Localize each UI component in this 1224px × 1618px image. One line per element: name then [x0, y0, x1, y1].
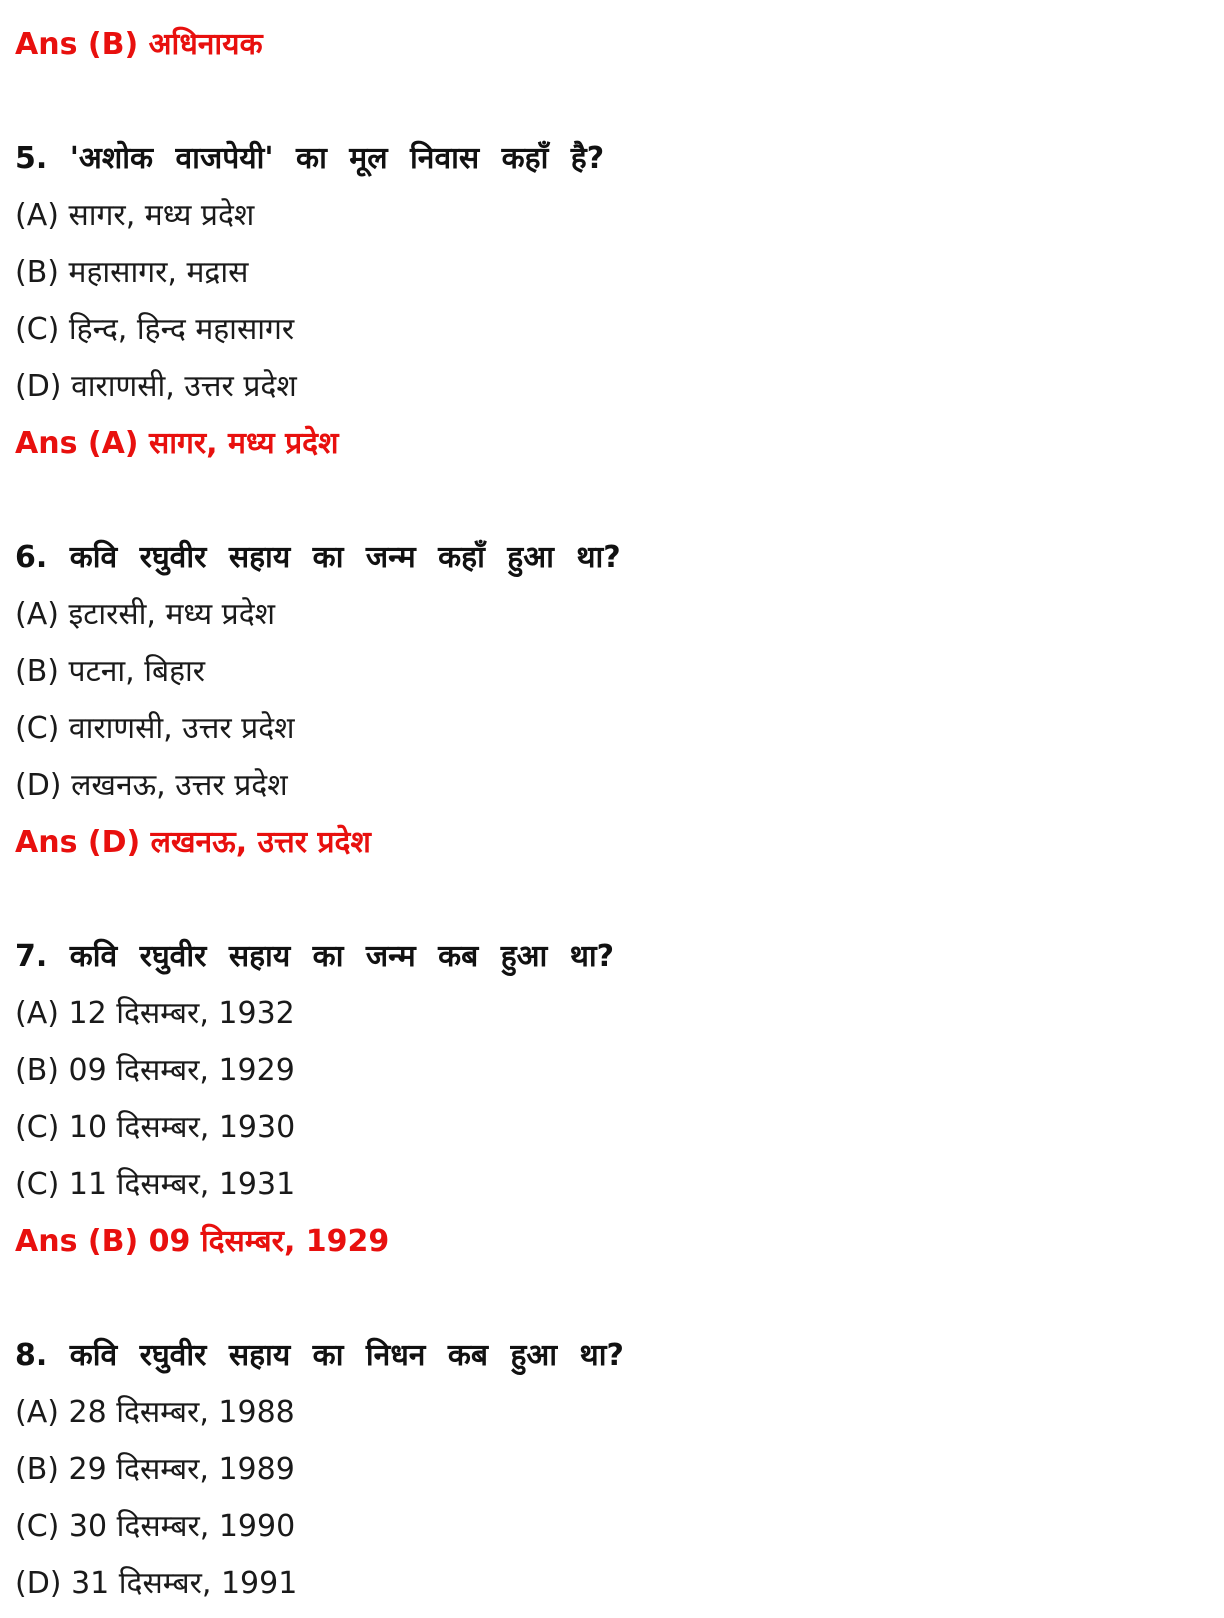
option-d: [15, 1561, 1205, 1618]
option-text: 12 दिसम्बर, 1932: [68, 996, 295, 1031]
option-key: (A): [15, 198, 59, 233]
quiz-page: [15, 22, 1205, 1618]
option-b: [15, 649, 1205, 706]
option-text: 31 दिसम्बर, 1991: [71, 1566, 298, 1601]
option-text: महासागर, मद्रास: [68, 255, 249, 290]
option-text: हिन्द, हिन्द महासागर: [68, 312, 295, 347]
option-key: (B): [15, 1452, 59, 1487]
answer-line: [15, 820, 1205, 877]
answer-prefix: Ans (B): [15, 27, 139, 62]
option-text: 10 दिसम्बर, 1930: [68, 1110, 296, 1145]
option-text: वाराणसी, उत्तर प्रदेश: [71, 369, 297, 404]
answer-line: [15, 1219, 1205, 1276]
option-text: वाराणसी, उत्तर प्रदेश: [68, 711, 295, 746]
option-key: (C): [15, 1167, 60, 1202]
question-title: [15, 535, 1205, 592]
answer-text: सागर, मध्य प्रदेश: [148, 426, 339, 461]
option-b: [15, 250, 1205, 307]
answer-line: [15, 22, 1205, 79]
option-key: (D): [15, 1566, 62, 1601]
option-d: [15, 364, 1205, 421]
question-text: कवि रघुवीर सहाय का जन्म कहाँ हुआ था?: [69, 540, 621, 575]
question-number: 7.: [15, 939, 48, 974]
option-key: (C): [15, 711, 60, 746]
question-number: 5.: [15, 141, 48, 176]
question-text: कवि रघुवीर सहाय का निधन कब हुआ था?: [69, 1338, 624, 1373]
spacer: [15, 877, 1205, 934]
option-text: 28 दिसम्बर, 1988: [68, 1395, 295, 1430]
option-text: लखनऊ, उत्तर प्रदेश: [71, 768, 288, 803]
option-key: (D): [15, 369, 62, 404]
answer-prefix: Ans (D): [15, 825, 141, 860]
option-c: [15, 1105, 1205, 1162]
option-a: [15, 193, 1205, 250]
option-key: (A): [15, 1395, 59, 1430]
spacer: [15, 478, 1205, 535]
option-text: 29 दिसम्बर, 1989: [68, 1452, 295, 1487]
option-key: (C): [15, 312, 60, 347]
option-text: 09 दिसम्बर, 1929: [68, 1053, 295, 1088]
answer-prefix: Ans (A): [15, 426, 139, 461]
option-text: सागर, मध्य प्रदेश: [68, 198, 255, 233]
question-title: [15, 136, 1205, 193]
option-a: [15, 991, 1205, 1048]
question-title: [15, 1333, 1205, 1390]
option-a: [15, 1390, 1205, 1447]
option-key: (B): [15, 654, 59, 689]
option-d: [15, 763, 1205, 820]
option-c: [15, 1504, 1205, 1561]
option-text: इटारसी, मध्य प्रदेश: [68, 597, 276, 632]
option-key: (B): [15, 1053, 59, 1088]
option-key: (D): [15, 768, 62, 803]
question-text: कवि रघुवीर सहाय का जन्म कब हुआ था?: [69, 939, 615, 974]
option-b: [15, 1447, 1205, 1504]
question-number: 8.: [15, 1338, 48, 1373]
answer-line: [15, 421, 1205, 478]
option-key: (A): [15, 996, 59, 1031]
spacer: [15, 1276, 1205, 1333]
answer-prefix: Ans (B): [15, 1224, 139, 1259]
option-key: (B): [15, 255, 59, 290]
answer-text: 09 दिसम्बर, 1929: [148, 1224, 390, 1259]
option-c: [15, 307, 1205, 364]
option-key: (C): [15, 1509, 60, 1544]
answer-text: अधिनायक: [148, 27, 263, 62]
option-text: 11 दिसम्बर, 1931: [68, 1167, 296, 1202]
option-b: [15, 1048, 1205, 1105]
option-a: [15, 592, 1205, 649]
option-key: (C): [15, 1110, 60, 1145]
question-number: 6.: [15, 540, 48, 575]
option-c: [15, 706, 1205, 763]
question-title: [15, 934, 1205, 991]
option-text: पटना, बिहार: [68, 654, 206, 689]
option-text: 30 दिसम्बर, 1990: [68, 1509, 296, 1544]
option-d: [15, 1162, 1205, 1219]
answer-text: लखनऊ, उत्तर प्रदेश: [150, 825, 371, 860]
question-text: 'अशोक वाजपेयी' का मूल निवास कहाँ है?: [69, 141, 605, 176]
spacer: [15, 79, 1205, 136]
option-key: (A): [15, 597, 59, 632]
